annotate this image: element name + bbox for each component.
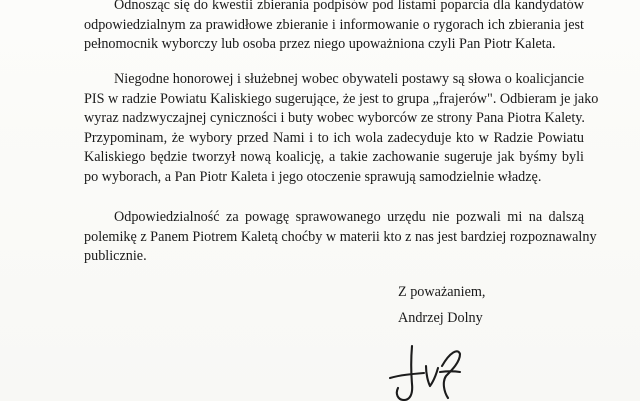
text-line: odpowiedzialnym za prawidłowe zbieranie i informowanie o rygorach ich zbierania jest — [84, 16, 584, 33]
closing-greeting: Z poważaniem, — [398, 284, 486, 300]
text-line: PIS w radzie Powiatu Kaliskiego sugerujące, że jest to grupa „frajerów". Odbieram je jako — [84, 90, 599, 107]
text-line: publicznie. — [84, 248, 147, 265]
text-line: Niegodne honorowej i służebnej wobec obywateli postawy są słowa o koalicjancie — [114, 71, 584, 87]
text-line: Kaliskiego będzie tworzył nową koalicję, a takie zachowanie sugeruje jak byśmy byli — [84, 149, 584, 166]
paragraph-coalition — [84, 70, 599, 188]
paragraph-signatures — [84, 0, 584, 55]
signer-name: Andrzej Dolny — [398, 310, 483, 326]
handwritten-signature — [386, 342, 476, 401]
text-line: po wyborach, a Pan Piotr Kaleta i jego otoczenie sprawują samodzielnie władzę. — [84, 168, 542, 185]
text-line: Przypominam, że wybory przed Nami i to ich wola zadecyduje kto w Radzie Powiatu — [84, 129, 584, 146]
text-line: Odnosząc się do kwestii zbierania podpisów pod listami poparcia dla kandydatów — [114, 0, 584, 13]
text-line: wyraz nadzwyczajnej cyniczności i buty wobec wyborców ze strony Pana Piotra Kalety. — [84, 110, 585, 127]
text-line: Odpowiedzialność za powagę sprawowanego urzędu nie pozwali mi na dalszą — [114, 209, 584, 225]
paragraph-responsibility — [84, 208, 597, 267]
text-line: pełnomocnik wyborczy lub osoba przez niego upoważniona czyli Pan Piotr Kaleta. — [84, 36, 556, 53]
text-line: polemikę z Panem Piotrem Kaletą choćby w materii kto z nas jest bardziej rozpoznawalny — [84, 228, 597, 245]
